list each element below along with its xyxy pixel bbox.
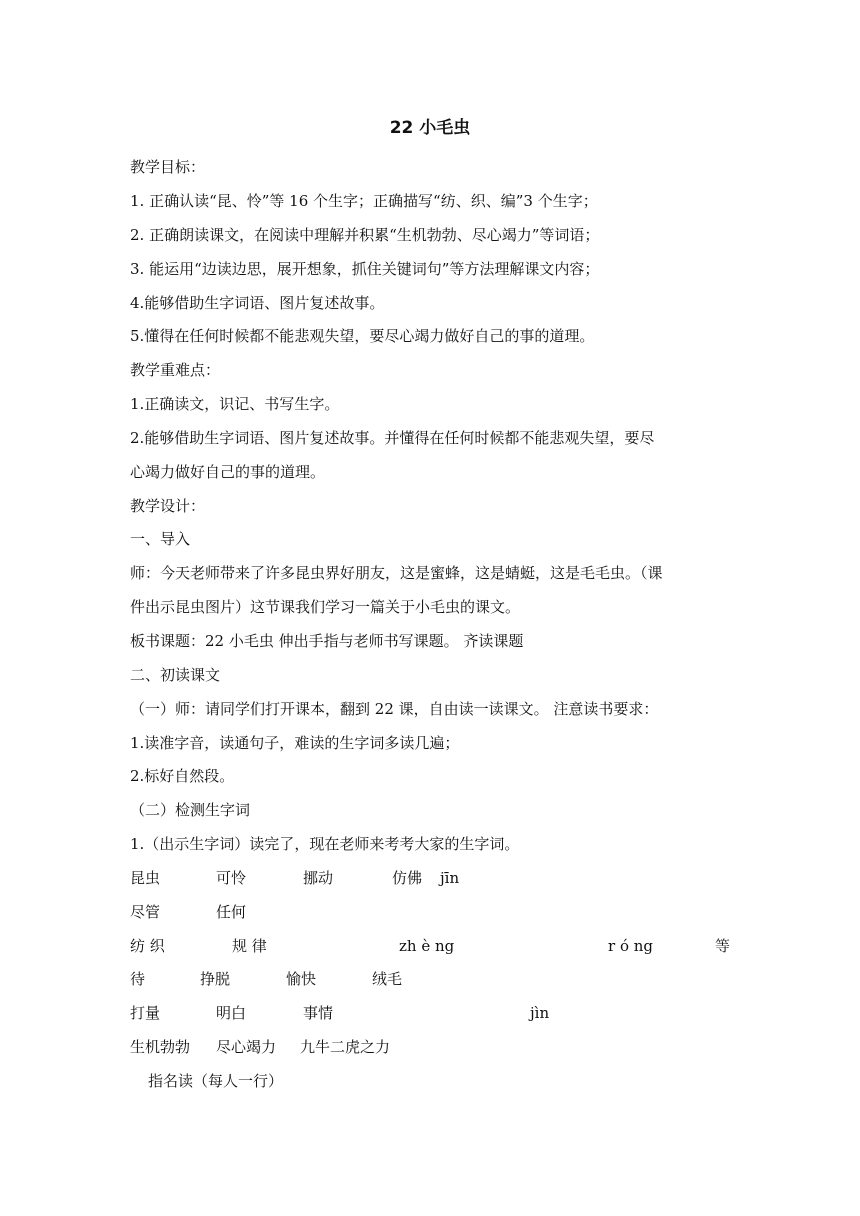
word: 任何 [216, 903, 247, 921]
word: 绒毛 [372, 970, 403, 988]
word: 打量 [130, 1004, 161, 1022]
word: 仿佛 [392, 869, 423, 887]
word: 规 律 [232, 937, 267, 955]
design-heading: 教学设计： [130, 497, 206, 515]
word: 挣脱 [200, 970, 231, 988]
word: 事情 [303, 1004, 334, 1022]
objective-2: 2. 正确朗读课文，在阅读中理解并积累“生机勃勃、尽心竭力”等词语； [130, 226, 600, 244]
part2-req1: 1.读准字音，读通句子，难读的生字词多读几遍； [130, 734, 460, 752]
board-line: 板书课题：22 小毛虫 伸出手指与老师书写课题。 齐读课题 [130, 632, 524, 650]
part1-text-line1: 师：今天老师带来了许多昆虫界好朋友，这是蜜蜂，这是蜻蜓，这是毛毛虫。（课 [130, 564, 663, 582]
word: 待 [130, 970, 146, 988]
part2-step2-item1: 1.（出示生字词）读完了，现在老师来考考大家的生字词。 [130, 835, 520, 853]
part1-text-line2: 件出示昆虫图片）这节课我们学习一篇关于小毛虫的课文。 [130, 598, 521, 616]
key-point-2: 2.能够借助生字词语、图片复述故事。并懂得在任何时候都不能悲观失望，要尽 [130, 429, 655, 447]
word: 尽管 [130, 903, 161, 921]
word: 明白 [216, 1004, 247, 1022]
part2-req2: 2.标好自然段。 [130, 767, 235, 785]
word: 等 [715, 937, 731, 955]
document-title: 22 小毛虫 [389, 118, 471, 138]
word: 昆虫 [130, 869, 161, 887]
objective-4: 4.能够借助生字词语、图片复述故事。 [130, 294, 385, 312]
pinyin: jìn [530, 1004, 550, 1022]
word: 九牛二虎之力 [300, 1038, 391, 1056]
objective-5: 5.懂得在任何时候都不能悲观失望，要尽心竭力做好自己的事的道理。 [130, 327, 595, 345]
key-point-1: 1.正确读文，识记、书写生字。 [130, 395, 340, 413]
key-points-heading: 教学重难点： [130, 361, 221, 379]
word: 尽心竭力 [216, 1038, 277, 1056]
pinyin: r ó ng [608, 937, 653, 955]
objective-3: 3. 能运用“边读边思，展开想象，抓住关键词句”等方法理解课文内容； [130, 260, 600, 278]
final-line: 指名读（每人一行） [148, 1072, 284, 1090]
part2-step2: （二）检测生字词 [130, 801, 251, 819]
objective-1: 1. 正确认读“昆、怜”等 16 个生字；正确描写“纺、织、编”3 个生字； [130, 192, 598, 210]
word: 生机勃勃 [130, 1038, 191, 1056]
word: 愉快 [286, 970, 317, 988]
word: 挪动 [303, 869, 334, 887]
part2-step1: （一）师：请同学们打开课本，翻到 22 课，自由读一读课文。 注意读书要求： [130, 700, 659, 718]
pinyin: zh è ng [399, 937, 455, 955]
word: 纺 织 [130, 937, 165, 955]
part1-heading: 一、导入 [130, 530, 191, 548]
key-point-2-cont: 心竭力做好自己的事的道理。 [130, 463, 326, 481]
objectives-heading: 教学目标： [130, 158, 206, 176]
part2-heading: 二、初读课文 [130, 666, 221, 684]
word: 可怜 [216, 869, 247, 887]
pinyin: jīn [440, 869, 460, 887]
